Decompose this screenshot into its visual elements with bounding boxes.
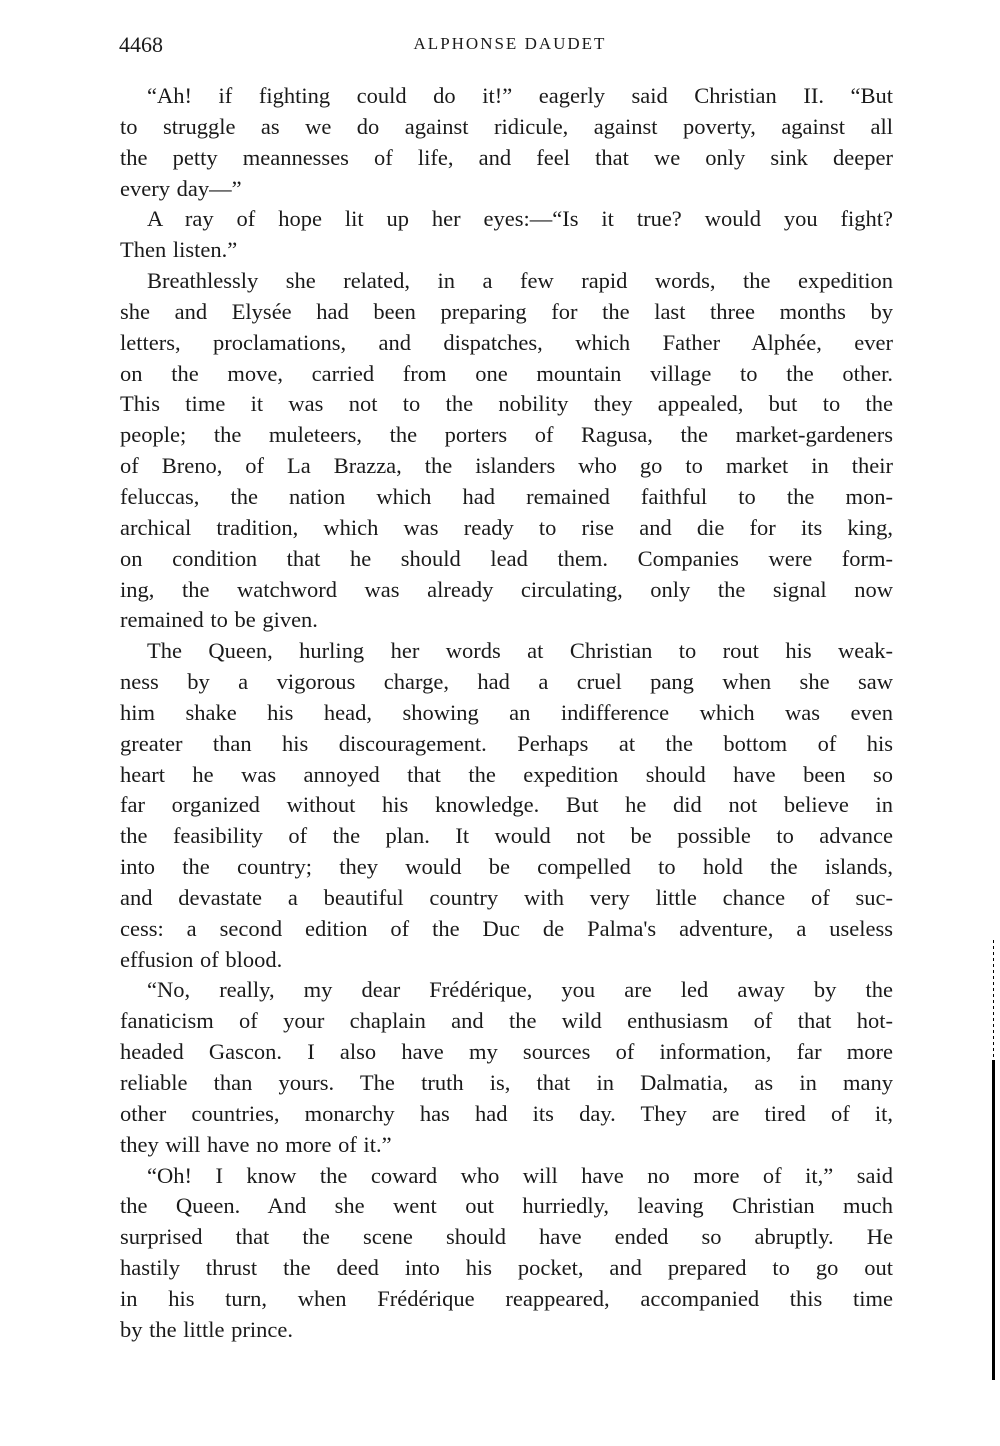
text-line: This time it was not to the nobility they appealed, but to the xyxy=(120,391,893,417)
text-line: people; the muleteers, the porters of Ragusa, the market-gardeners xyxy=(120,422,893,448)
paragraph xyxy=(120,266,893,636)
text-line: of Breno, of La Brazza, the islanders who go to market in their xyxy=(120,453,893,479)
paragraph xyxy=(120,1161,893,1346)
text-line: “Oh! I know the coward who will have no more of it,” said xyxy=(147,1162,893,1188)
text-line: on the move, carried from one mountain village to the other. xyxy=(120,360,893,386)
text-line: heart he was annoyed that the expedition should have been so xyxy=(120,761,893,787)
body-text xyxy=(120,81,893,1346)
text-line: they will have no more of it.” xyxy=(120,1131,392,1157)
text-line: “Ah! if fighting could do it!” eagerly said Christian II. “But xyxy=(147,83,893,108)
text-line: Breathlessly she related, in a few rapid words, the expedition xyxy=(147,268,893,294)
text-line: The Queen, hurling her words at Christian to rout his weak- xyxy=(147,638,893,664)
text-line: ness by a vigorous charge, had a cruel pang when she saw xyxy=(120,669,893,695)
paragraph xyxy=(120,204,893,266)
text-line: letters, proclamations, and dispatches, which Father Alphée, ever xyxy=(120,329,893,355)
text-line: by the little prince. xyxy=(120,1316,293,1342)
paragraph xyxy=(120,975,893,1160)
text-line: effusion of blood. xyxy=(120,946,283,972)
text-line: “No, really, my dear Frédérique, you are led away by the xyxy=(147,977,893,1003)
text-line: headed Gascon. I also have my sources of information, far more xyxy=(120,1039,893,1065)
text-line: A ray of hope lit up her eyes:—“Is it true? would you fight? xyxy=(147,206,893,232)
text-line: into the country; they would be compelled to hold the islands, xyxy=(120,854,893,880)
paragraph xyxy=(120,81,893,204)
scan-edge-mark xyxy=(993,940,994,1060)
text-line: greater than his discouragement. Perhaps at the bottom of his xyxy=(120,730,893,756)
text-line: to struggle as we do against ridicule, against poverty, against all xyxy=(120,113,893,139)
text-line: reliable than yours. The truth is, that in Dalmatia, as in many xyxy=(120,1070,893,1095)
text-line: every day—” xyxy=(120,175,242,201)
text-line: the petty meannesses of life, and feel that we only sink deeper xyxy=(120,144,893,170)
text-line: cess: a second edition of the Duc de Palma's adventure, a useless xyxy=(120,915,893,941)
paragraph xyxy=(120,636,893,975)
text-line: ing, the watchword was already circulating, only the signal now xyxy=(120,576,893,602)
text-line: remained to be given. xyxy=(120,607,318,633)
text-line: the feasibility of the plan. It would not be possible to advance xyxy=(120,823,893,849)
text-line: other countries, monarchy has had its day. They are tired of it, xyxy=(120,1100,893,1126)
text-line: in his turn, when Frédérique reappeared, accompanied this time xyxy=(120,1285,893,1311)
running-head: ALPHONSE DAUDET xyxy=(413,34,607,53)
text-line: feluccas, the nation which had remained faithful to the mon- xyxy=(120,483,893,509)
text-line: surprised that the scene should have ended so abruptly. He xyxy=(120,1224,893,1250)
text-line: him shake his head, showing an indifference which was even xyxy=(120,699,893,725)
text-line: the Queen. And she went out hurriedly, leaving Christian much xyxy=(120,1193,893,1219)
text-line: and devastate a beautiful country with very little chance of suc- xyxy=(120,884,893,910)
text-line: she and Elysée had been preparing for the last three months by xyxy=(120,298,893,324)
text-line: Then listen.” xyxy=(120,237,238,263)
text-line: archical tradition, which was ready to rise and die for its king, xyxy=(120,514,893,540)
text-line: hastily thrust the deed into his pocket, and prepared to go out xyxy=(120,1255,893,1281)
text-line: far organized without his knowledge. But he did not believe in xyxy=(120,792,893,818)
scan-edge-bar xyxy=(992,1060,995,1380)
text-line: fanaticism of your chaplain and the wild enthusiasm of that hot- xyxy=(120,1008,893,1034)
text-line: on condition that he should lead them. Companies were form- xyxy=(120,545,893,571)
page-number: 4468 xyxy=(119,32,163,57)
